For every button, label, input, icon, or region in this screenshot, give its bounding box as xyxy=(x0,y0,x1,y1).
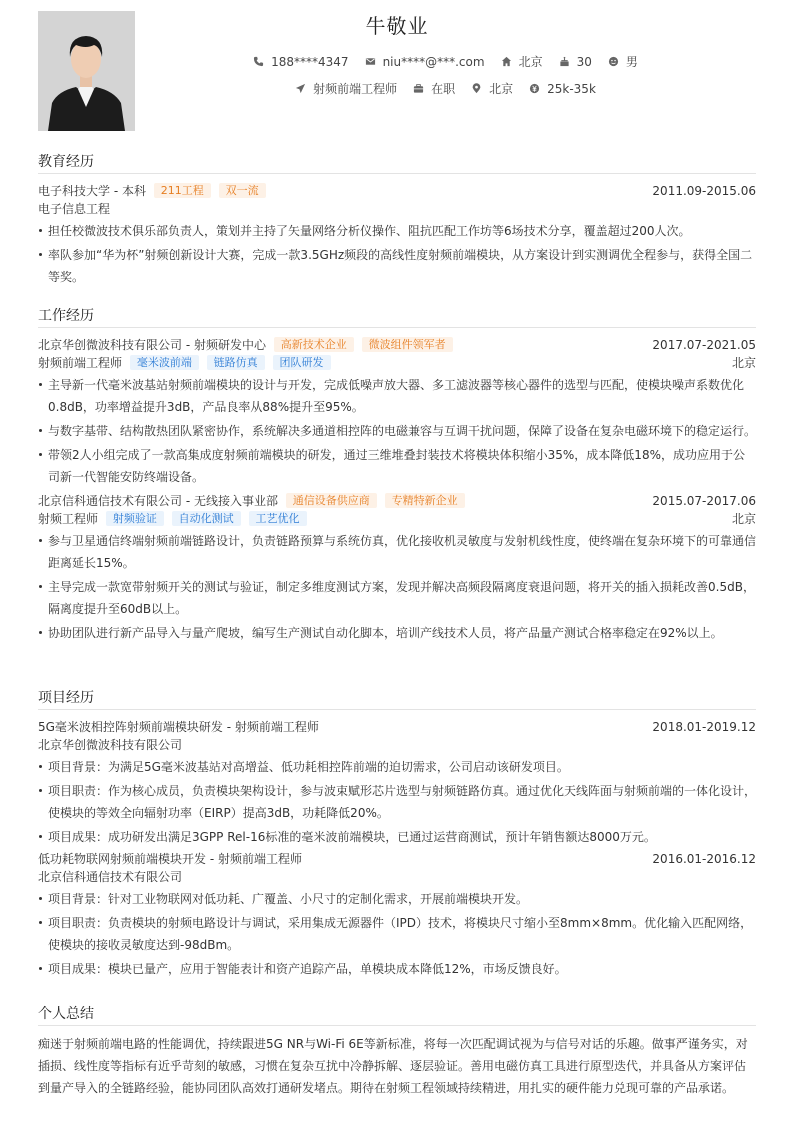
education-major-row xyxy=(38,200,756,218)
section-title: 个人总结 xyxy=(38,1003,756,1026)
location-pin-icon xyxy=(471,83,482,94)
school-name: 电子科技大学 - 本科 xyxy=(38,184,146,198)
summary-section xyxy=(38,1003,756,1099)
job-header-row xyxy=(38,492,756,510)
skill-tag: 团队研发 xyxy=(273,355,331,370)
company-tag: 高新技术企业 xyxy=(274,337,354,352)
target-role-item xyxy=(295,80,397,97)
send-icon xyxy=(295,83,306,94)
age-item xyxy=(559,55,592,69)
target-role-text: 射频前端工程师 xyxy=(313,82,398,96)
contact-info-row xyxy=(135,53,756,70)
salary-text: 25k-35k xyxy=(547,81,596,96)
job-bullet: 参与卫星通信终端射频前端链路设计，负责链路预算与系统仿真，优化接收机灵敏度与发射机线性度，使终端在复杂环境下的可靠通信距离延长15%。 xyxy=(38,530,756,574)
project-dates: 2016.01-2016.12 xyxy=(652,852,756,866)
job-role: 射频前端工程师 xyxy=(38,356,123,370)
skill-tag: 工艺优化 xyxy=(249,511,307,526)
project-org-row xyxy=(38,868,756,886)
gender-icon xyxy=(608,56,619,67)
hometown-text: 北京 xyxy=(518,55,543,69)
job-city: 北京 xyxy=(731,356,756,370)
section-title: 教育经历 xyxy=(38,151,756,174)
project-header-row xyxy=(38,718,756,736)
phone-item xyxy=(253,55,348,69)
salary-icon xyxy=(529,83,540,94)
project-bullet: 项目成果：成功研发出满足3GPP Rel-16标准的毫米波前端模块，已通过运营商测试，预计年销售额达8000万元。 xyxy=(38,826,756,848)
project-org: 北京信科通信技术有限公司 xyxy=(38,870,183,884)
project-org-row xyxy=(38,736,756,754)
status-item xyxy=(413,80,455,97)
salary-item xyxy=(529,82,596,96)
section-title: 项目经历 xyxy=(38,687,756,710)
job-bullet: 带领2人小组完成了一款高集成度射频前端模块的研发，通过三维堆叠封装技术将模块体积缩小35%，成本降低18%，成功应用于公司新一代智能安防终端设备。 xyxy=(38,444,756,488)
project-bullet: 项目背景：为满足5G毫米波基站对高增益、低功耗相控阵前端的迫切需求，公司启动该研发项目。 xyxy=(38,756,756,778)
gender-item xyxy=(608,53,638,70)
mail-icon xyxy=(365,56,376,67)
job-bullet: 主导完成一款宽带射频开关的测试与验证，制定多维度测试方案，发现并解决高频段隔离度衰退问题，将开关的插入损耗改善0.5dB，隔离度提升至60dB以上。 xyxy=(38,576,756,620)
job-bullet: 与数字基带、结构散热团队紧密协作，系统解决多通道相控阵的电磁兼容与互调干扰问题，保障了设备在复杂电磁环境下的稳定运行。 xyxy=(38,420,756,442)
skill-tag: 自动化测试 xyxy=(172,511,241,526)
company-tag: 通信设备供应商 xyxy=(286,493,377,508)
work-section xyxy=(38,305,756,646)
project-name: 低功耗物联网射频前端模块开发 - 射频前端工程师 xyxy=(38,852,302,866)
project-bullet: 项目职责：负责模块的射频电路设计与调试，采用集成无源器件（IPD）技术，将模块尺寸缩小至8mm×8mm。优化输入匹配网络，使模块的接收灵敏度达到-98dBm。 xyxy=(38,912,756,956)
skill-tag: 射频验证 xyxy=(106,511,164,526)
job-header-row xyxy=(38,336,756,354)
phone-text: 188****4347 xyxy=(271,54,349,69)
job-intent-row xyxy=(135,80,756,97)
job-dates: 2017.07-2021.05 xyxy=(652,338,756,352)
company-tag: 专精特新企业 xyxy=(385,493,465,508)
job-dates: 2015.07-2017.06 xyxy=(652,494,756,508)
project-bullet: 项目成果：模块已量产，应用于智能表计和资产追踪产品，单模块成本降低12%，市场反馈良好。 xyxy=(38,958,756,980)
briefcase-icon xyxy=(413,83,424,94)
summary-text: 痴迷于射频前端电路的性能调优，持续跟进5G NR与Wi-Fi 6E等新标准，将每一次匹配调试视为与信号对话的乐趣。做事严谨务实，对插损、线性度等指标有近乎苛刻的敏感，习惯在复杂互扰中冷静拆解、逐层验证。善用电磁仿真工具进行原型迭代，并具备从方案评估到量产导入的全链路经验，能协同团队高效打通研发堵点。期待在射频工程领域持续精进，用扎实的硬件能力兑现可靠的产品承诺。 xyxy=(38,1037,748,1095)
education-bullet: 担任校微波技术俱乐部负责人，策划并主持了矢量网络分析仪操作、阻抗匹配工作坊等6场技术分享，覆盖超过200人次。 xyxy=(38,220,756,242)
education-dates: 2011.09-2015.06 xyxy=(652,184,756,198)
job-role-row xyxy=(38,354,756,372)
section-title: 工作经历 xyxy=(38,305,756,328)
phone-icon xyxy=(253,56,264,67)
project-dates: 2018.01-2019.12 xyxy=(652,720,756,734)
project-bullet: 项目职责：作为核心成员，负责模块架构设计，参与波束赋形芯片选型与射频链路仿真。通过优化天线阵面与射频前端的一体化设计，使模块的等效全向辐射功率（EIRP）提高3dB，功耗降低20%。 xyxy=(38,780,756,824)
company-name: 北京华创微波科技有限公司 - 射频研发中心 xyxy=(38,338,266,352)
gender-text: 男 xyxy=(625,55,638,69)
cake-icon xyxy=(559,56,570,67)
home-icon xyxy=(501,56,512,67)
job-role-row xyxy=(38,510,756,528)
company-name: 北京信科通信技术有限公司 - 无线接入事业部 xyxy=(38,494,278,508)
project-org: 北京华创微波科技有限公司 xyxy=(38,738,183,752)
education-header-row xyxy=(38,182,756,200)
age-text: 30 xyxy=(576,54,592,69)
job-role: 射频工程师 xyxy=(38,512,99,526)
job-bullet: 主导新一代毫米波基站射频前端模块的设计与开发，完成低噪声放大器、多工滤波器等核心器件的选型与匹配，使模块噪声系数优化0.8dB，功率增益提升3dB，产品良率从88%提升至95%。 xyxy=(38,374,756,418)
target-city-item xyxy=(471,80,513,97)
project-bullet: 项目背景：针对工业物联网对低功耗、广覆盖、小尺寸的定制化需求，开展前端模块开发。 xyxy=(38,888,756,910)
candidate-name: 牛敬业 xyxy=(365,14,429,38)
job-bullet: 协助团队进行新产品导入与量产爬坡，编写生产测试自动化脚本，培训产线技术人员，将产品量产测试合格率稳定在92%以上。 xyxy=(38,622,756,644)
company-tag: 微波组件领军者 xyxy=(362,337,453,352)
hometown-item xyxy=(501,53,543,70)
education-bullet: 率队参加“华为杯”射频创新设计大赛，完成一款3.5GHz频段的高线性度射频前端模块，从方案设计到实测调优全程参与，获得全国二等奖。 xyxy=(38,244,756,288)
school-tag: 211工程 xyxy=(154,183,211,198)
projects-section xyxy=(38,687,756,982)
school-tag: 双一流 xyxy=(219,183,266,198)
major-name: 电子信息工程 xyxy=(38,202,111,216)
status-text: 在职 xyxy=(431,82,456,96)
project-name: 5G毫米波相控阵射频前端模块研发 - 射频前端工程师 xyxy=(38,720,319,734)
education-section xyxy=(38,151,756,290)
target-city-text: 北京 xyxy=(489,82,514,96)
email-text: niu****@***.com xyxy=(382,54,485,69)
skill-tag: 链路仿真 xyxy=(207,355,265,370)
job-city: 北京 xyxy=(731,512,756,526)
skill-tag: 毫米波前端 xyxy=(130,355,199,370)
project-header-row xyxy=(38,850,756,868)
email-item xyxy=(365,55,485,69)
